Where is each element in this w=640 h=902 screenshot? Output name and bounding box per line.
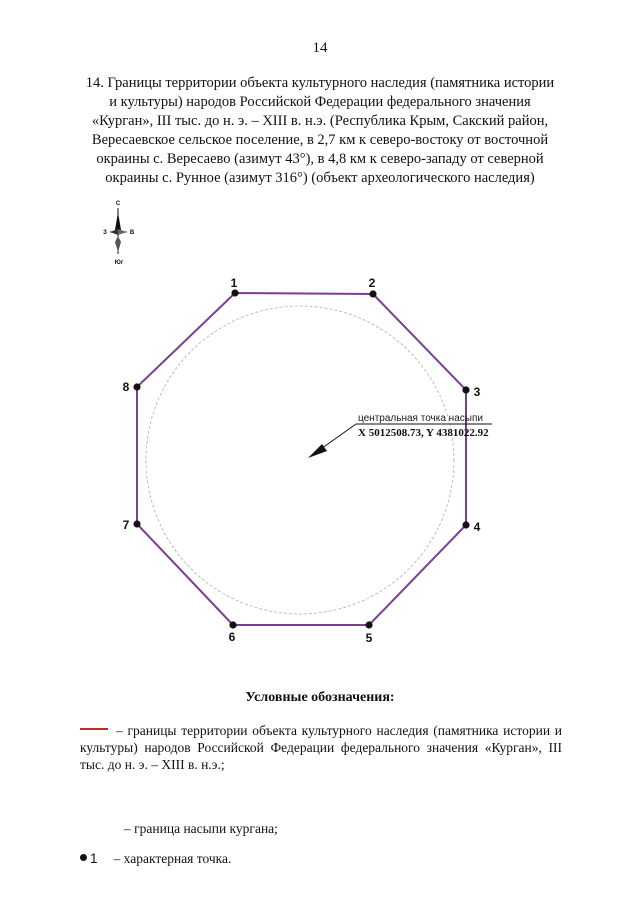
compass-west-label: З — [103, 230, 107, 236]
boundary-line-swatch — [80, 728, 108, 730]
compass-east-label: В — [129, 230, 135, 236]
point-marker — [231, 289, 238, 296]
center-point-coords: X 5012508.73, Y 4381022.92 — [358, 427, 489, 439]
territory-boundary — [137, 293, 466, 625]
compass-rose-icon — [103, 201, 135, 266]
heading-line: окраины с. Вересаево (азимут 43°), в 4,8 км к северо-западу от северной — [96, 151, 544, 167]
center-point-callout — [308, 413, 492, 458]
point-label-1: 1 — [230, 276, 238, 290]
point-dot-icon — [80, 854, 87, 861]
heading-line: 14. Границы территории объекта культурного наследия (памятника истории — [85, 75, 555, 91]
point-marker — [462, 521, 469, 528]
point-label-6: 6 — [228, 630, 236, 644]
point-marker — [365, 621, 372, 628]
legend-point-number: 1 — [90, 851, 98, 866]
point-label-4: 4 — [473, 520, 481, 534]
legend-mound-text: – граница насыпи кургана; — [124, 821, 278, 836]
heading-line: и культуры) народов Российской Федерации федерального значения — [109, 94, 531, 110]
point-marker — [462, 386, 469, 393]
legend-point-row — [80, 850, 231, 867]
compass-north-label: С — [115, 201, 121, 207]
point-marker — [133, 383, 140, 390]
legend-boundary-row — [80, 722, 562, 773]
point-marker — [229, 621, 236, 628]
heading-line: окраины с. Рунное (азимут 316°) (объект археологического наследия) — [105, 170, 535, 186]
point-marker — [369, 290, 376, 297]
heading-line: «Курган», III тыс. до н. э. – XIII в. н.э. (Республика Крым, Сакский район, — [91, 113, 549, 129]
heading-line: Вересаевское сельское поселение, в 2,7 км к северо-востоку от восточной — [91, 132, 549, 148]
point-label-8: 8 — [122, 380, 130, 394]
point-label-5: 5 — [365, 631, 373, 645]
compass-south-label: Юг — [114, 260, 124, 266]
point-label-2: 2 — [368, 276, 376, 290]
point-label-7: 7 — [122, 518, 130, 532]
point-label-3: 3 — [473, 385, 481, 399]
legend-boundary-text: – границы территории объекта культурного наследия (памятника истории и культуры) народов Российской Федерации федерального значения «Курган», III тыс. до н. э. – XIII в. н.э.; — [80, 723, 562, 772]
point-marker — [133, 520, 140, 527]
legend-mound-row — [124, 820, 278, 837]
center-point-title: центральная точка насыпи — [358, 413, 483, 424]
legend-title: Условные обозначения: — [245, 690, 395, 705]
legend-point-text: – характерная точка. — [113, 851, 232, 866]
page-number: 14 — [312, 40, 328, 56]
characteristic-points — [123, 276, 481, 645]
mound-boundary — [146, 306, 454, 614]
